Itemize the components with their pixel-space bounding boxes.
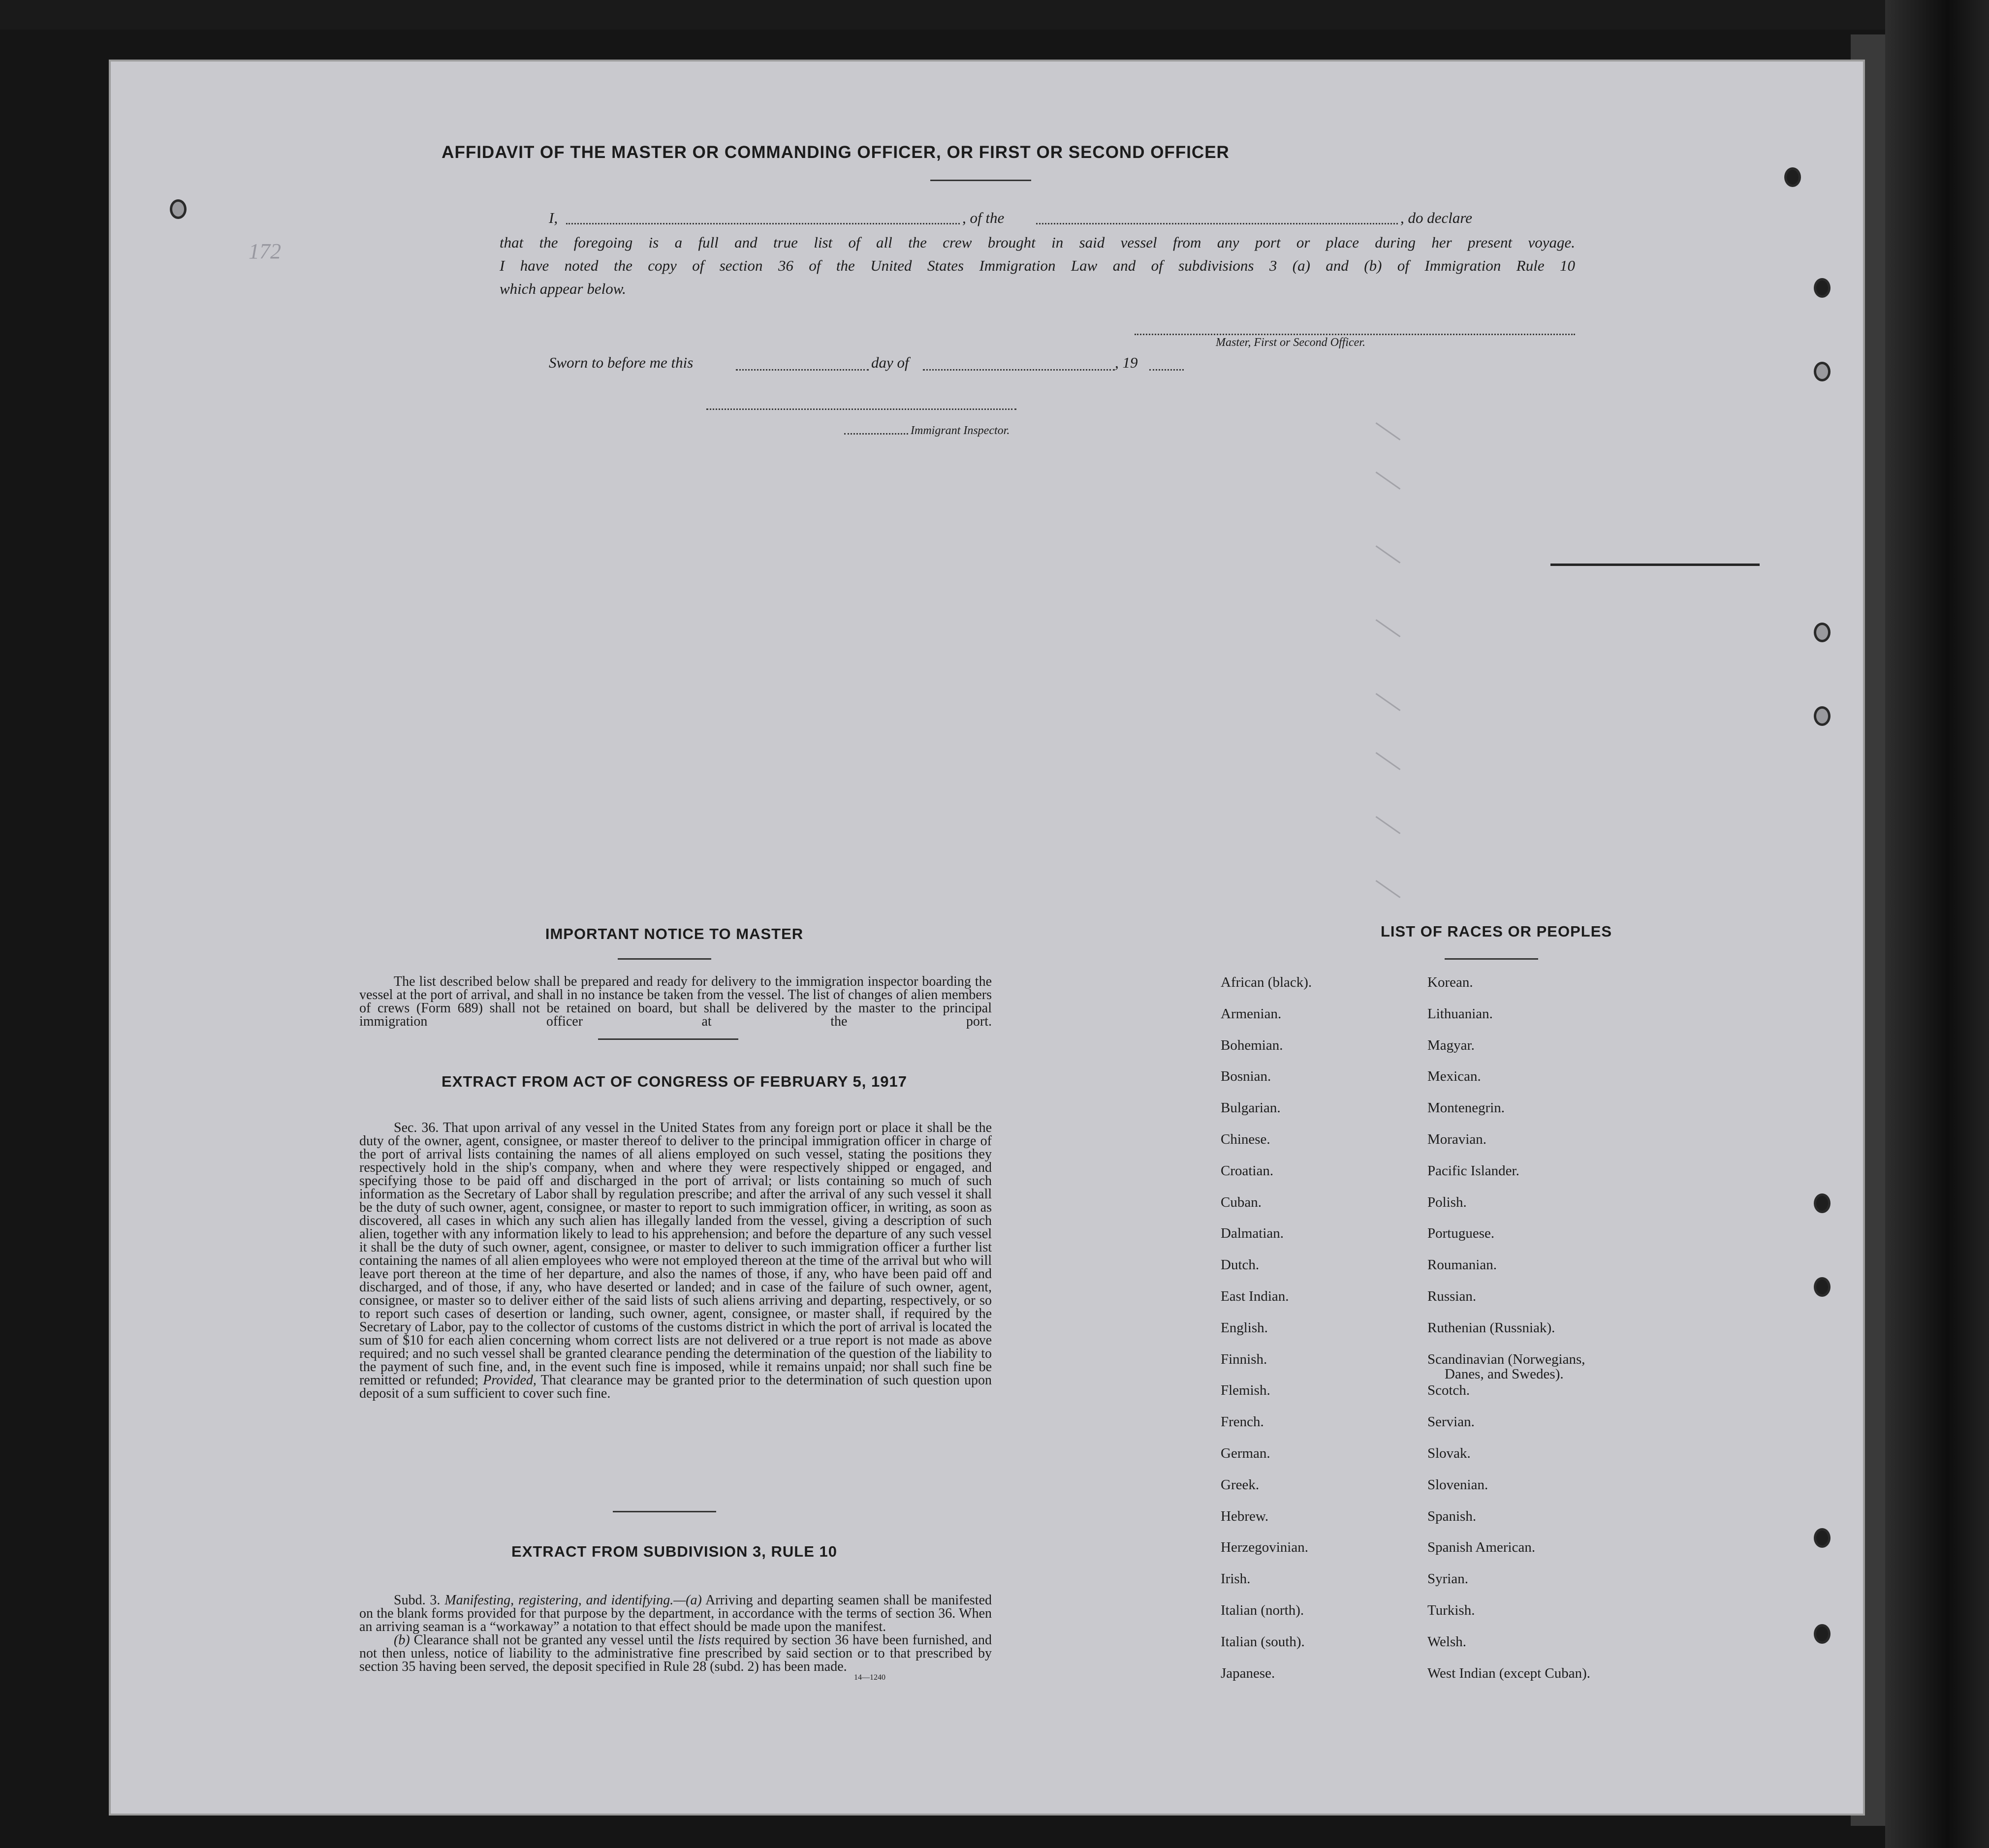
race-item: Mexican. xyxy=(1427,1068,1481,1084)
sworn-year-blank xyxy=(1149,369,1184,371)
race-item: Slovak. xyxy=(1427,1445,1471,1461)
race-item: Herzegovinian. xyxy=(1221,1539,1308,1555)
affidavit-i: I, xyxy=(549,209,558,226)
race-item: Chinese. xyxy=(1221,1131,1270,1147)
rule-title: EXTRACT FROM SUBDIVISION 3, RULE 10 xyxy=(511,1543,837,1560)
punch-hole xyxy=(1814,706,1831,726)
race-item: Russian. xyxy=(1427,1288,1477,1304)
rule-subd-heading: Manifesting, registering, and identifying.—(a) xyxy=(444,1593,702,1608)
scan-edge xyxy=(1885,0,1989,1848)
affidavit-declare: , do declare xyxy=(1400,209,1473,226)
race-item-continuation: Danes, and Swedes). xyxy=(1445,1366,1564,1382)
bleed-mark xyxy=(1376,471,1401,490)
race-item: Finnish. xyxy=(1221,1351,1267,1367)
rule-para-b-pre: Clearance shall not be granted any vessel until the xyxy=(413,1632,695,1648)
punch-hole xyxy=(1814,1528,1831,1548)
rule-subd-label: Subd. 3. xyxy=(394,1593,441,1608)
notice-title: IMPORTANT NOTICE TO MASTER xyxy=(545,925,804,942)
race-item: West Indian (except Cuban). xyxy=(1427,1665,1591,1681)
race-item: Spanish American. xyxy=(1427,1539,1536,1555)
punch-hole xyxy=(1814,623,1831,642)
bleed-mark xyxy=(1376,880,1401,898)
ink-stroke xyxy=(1550,564,1760,566)
race-item: Syrian. xyxy=(1427,1571,1468,1587)
scan-border xyxy=(0,0,1989,30)
race-item: French. xyxy=(1221,1414,1264,1430)
sworn-date-blank xyxy=(736,369,869,371)
bleed-mark xyxy=(1376,619,1401,637)
rule-para-b-lists: lists xyxy=(698,1632,721,1648)
races-title: LIST OF RACES OR PEOPLES xyxy=(1380,923,1612,940)
race-item: Bohemian. xyxy=(1221,1037,1283,1053)
race-item: Greek. xyxy=(1221,1477,1260,1493)
act-body: That upon arrival of any vessel in the United States from any foreign port or place it shall be the duty of the owner, agent, consignee, or master thereof to deliver to the principal immigration officer in charge of the port of arrival lists containing the names of all aliens employed on such vessel, stating the positions they respectively hold in the ship's company, when and where they were respectively shipped or engaged, and specifying those to be paid off and discharged in the port of arrival; or lists containing so much of such information as the Secretary of Labor shall by regulation prescribe; and after the arrival of any such vessel it shall be the duty of such owner, agent, consignee, or master to report to such immigration officer, in writing, as soon as discovered, all cases in which any such alien has illegally landed from the vessel, giving a description of such alien, together with any information likely to lead to his apprehension; and before the departure of any such vessel it shall be the duty of such owner, agent, consignee, or master to deliver to such immigration officer a further list containing the names of all alien employees who were not employed thereon at the time of the arrival but who will leave port thereon at the time of her departure, and also the names of those, if any, who have been paid off and discharged, and of those, if any, who have deserted or landed; and in case of the failure of such owner, agent, consignee, or master so to deliver either of the said lists of such aliens arriving and departing, respectively, or so to report such cases of desertion or landing, such owner, agent, consignee, or master shall, if required by the Secretary of Labor, pay to the collector of customs of the customs district in which the port of arrival is located the sum of $10 for each alien concerning whom correct lists are not delivered or a true report is not made as above required; and no such vessel shall be granted clearance pending the determination of the question of the liability to the payment of such fine, and, in the event such fine is imposed, while it remains unpaid; nor shall such fine be remitted or refunded; xyxy=(359,1120,992,1388)
signature-line xyxy=(1135,334,1575,335)
race-item: Flemish. xyxy=(1221,1382,1270,1398)
race-item: Servian. xyxy=(1427,1414,1475,1430)
document-page xyxy=(111,62,1863,1814)
punch-hole xyxy=(1814,1277,1831,1297)
rule-text xyxy=(359,1594,992,1673)
sworn-day-of: day of xyxy=(871,354,909,371)
affidavit-line-4: which appear below. xyxy=(500,280,626,297)
race-item: Irish. xyxy=(1221,1571,1251,1587)
notice-text: The list described below shall be prepared and ready for delivery to the immigration inspector boarding the vessel at the port of arrival, and shall in no instance be taken from the vessel. The list of changes of alien members of crews (Form 689) shall not be retained on board, but shall be delivered by the master to the principal immigration officer at the port. xyxy=(359,974,992,1029)
race-item: African (black). xyxy=(1221,974,1312,990)
race-item: Korean. xyxy=(1427,974,1473,990)
sworn-prefix: Sworn to before me this xyxy=(549,354,694,371)
race-item: Slovenian. xyxy=(1427,1477,1488,1493)
race-item: Ruthenian (Russniak). xyxy=(1427,1320,1555,1336)
race-item: Polish. xyxy=(1427,1194,1467,1210)
rule-para-b-label: (b) xyxy=(394,1632,410,1648)
punch-hole xyxy=(1814,1624,1831,1644)
race-item: Italian (south). xyxy=(1221,1634,1305,1650)
inspector-lead-line xyxy=(844,433,908,435)
inspector-caption: Immigrant Inspector. xyxy=(911,424,1010,437)
race-item: Cuban. xyxy=(1221,1194,1262,1210)
race-item: East Indian. xyxy=(1221,1288,1289,1304)
affidavit-line-2: that the foregoing is a full and true list of all the crew brought in said vessel from any port or place during her present voyage. xyxy=(500,234,1575,251)
bleed-mark xyxy=(1376,693,1401,711)
section-rule xyxy=(613,1511,716,1512)
rule-para-a: Arriving and departing seamen shall be manifested on the blank forms provided for that purpose by the department, in accordance with the terms of section 36. When an arriving seaman is a “workaway” a notation to that effect should be made upon the manifest. xyxy=(359,1593,992,1634)
race-item: English. xyxy=(1221,1320,1268,1336)
punch-hole xyxy=(1784,167,1801,187)
race-item: Welsh. xyxy=(1427,1634,1467,1650)
race-item: Spanish. xyxy=(1427,1508,1477,1524)
sworn-month-blank xyxy=(923,369,1115,371)
bleed-mark xyxy=(1376,816,1401,834)
race-item: Dutch. xyxy=(1221,1257,1260,1273)
notice-rule xyxy=(618,958,711,960)
race-item: Italian (north). xyxy=(1221,1602,1304,1618)
act-sec-label: Sec. 36. xyxy=(394,1120,439,1135)
name-blank xyxy=(566,223,960,224)
affidavit-line-3: I have noted the copy of section 36 of the United States Immigration Law and of subdivisions 3 (a) and (b) of Immigration Rule 10 xyxy=(500,257,1575,274)
race-item: German. xyxy=(1221,1445,1270,1461)
bleed-mark xyxy=(1376,545,1401,564)
race-item: Hebrew. xyxy=(1221,1508,1269,1524)
race-item: Bulgarian. xyxy=(1221,1100,1281,1116)
race-item: Pacific Islander. xyxy=(1427,1163,1519,1179)
affidavit-of-the: , of the xyxy=(962,209,1005,226)
punch-hole xyxy=(1814,362,1831,381)
inspector-signature-line xyxy=(706,408,1016,410)
vessel-blank xyxy=(1036,223,1398,224)
margin-number: 172 xyxy=(249,239,281,263)
rule-para-b-post: required by section 36 have been furnished, and not then unless, notice of liability to the administrative fine prescribed by said section or to that prescribed by section 35 having been served, the deposit specified in Rule 28 (subd. 2) has been made. xyxy=(359,1632,992,1674)
race-item: Armenian. xyxy=(1221,1006,1282,1022)
race-item: Magyar. xyxy=(1427,1037,1475,1053)
act-provided-text: That clearance may be granted prior to the determination of such question upon deposit of a sum sufficient to cover such fine. xyxy=(359,1373,992,1401)
title-rule xyxy=(930,180,1031,181)
act-provided-label: Provided, xyxy=(483,1373,537,1388)
race-item: Roumanian. xyxy=(1427,1257,1497,1273)
race-item: Scandinavian (Norwegians, xyxy=(1427,1351,1585,1367)
race-item: Dalmatian. xyxy=(1221,1225,1284,1241)
punch-hole xyxy=(170,199,187,219)
race-item: Portuguese. xyxy=(1427,1225,1495,1241)
signer-caption: Master, First or Second Officer. xyxy=(1216,336,1365,349)
race-item: Japanese. xyxy=(1221,1665,1275,1681)
race-item: Lithuanian. xyxy=(1427,1006,1493,1022)
act-title: EXTRACT FROM ACT OF CONGRESS OF FEBRUARY 5, 1917 xyxy=(442,1073,907,1090)
bleed-mark xyxy=(1376,422,1401,440)
act-text xyxy=(359,1121,992,1400)
races-rule xyxy=(1445,958,1538,960)
race-item: Moravian. xyxy=(1427,1131,1486,1147)
punch-hole xyxy=(1814,1193,1831,1213)
race-item: Turkish. xyxy=(1427,1602,1475,1618)
form-number: 14—1240 xyxy=(854,1673,885,1682)
punch-hole xyxy=(1814,278,1831,298)
sworn-year: , 19 xyxy=(1115,354,1138,371)
race-item: Bosnian. xyxy=(1221,1068,1271,1084)
race-item: Scotch. xyxy=(1427,1382,1470,1398)
race-item: Croatian. xyxy=(1221,1163,1274,1179)
affidavit-title: AFFIDAVIT OF THE MASTER OR COMMANDING OFFICER, OR FIRST OR SECOND OFFICER xyxy=(442,143,1230,162)
race-item: Montenegrin. xyxy=(1427,1100,1505,1116)
bleed-mark xyxy=(1376,752,1401,770)
section-rule xyxy=(598,1038,738,1040)
